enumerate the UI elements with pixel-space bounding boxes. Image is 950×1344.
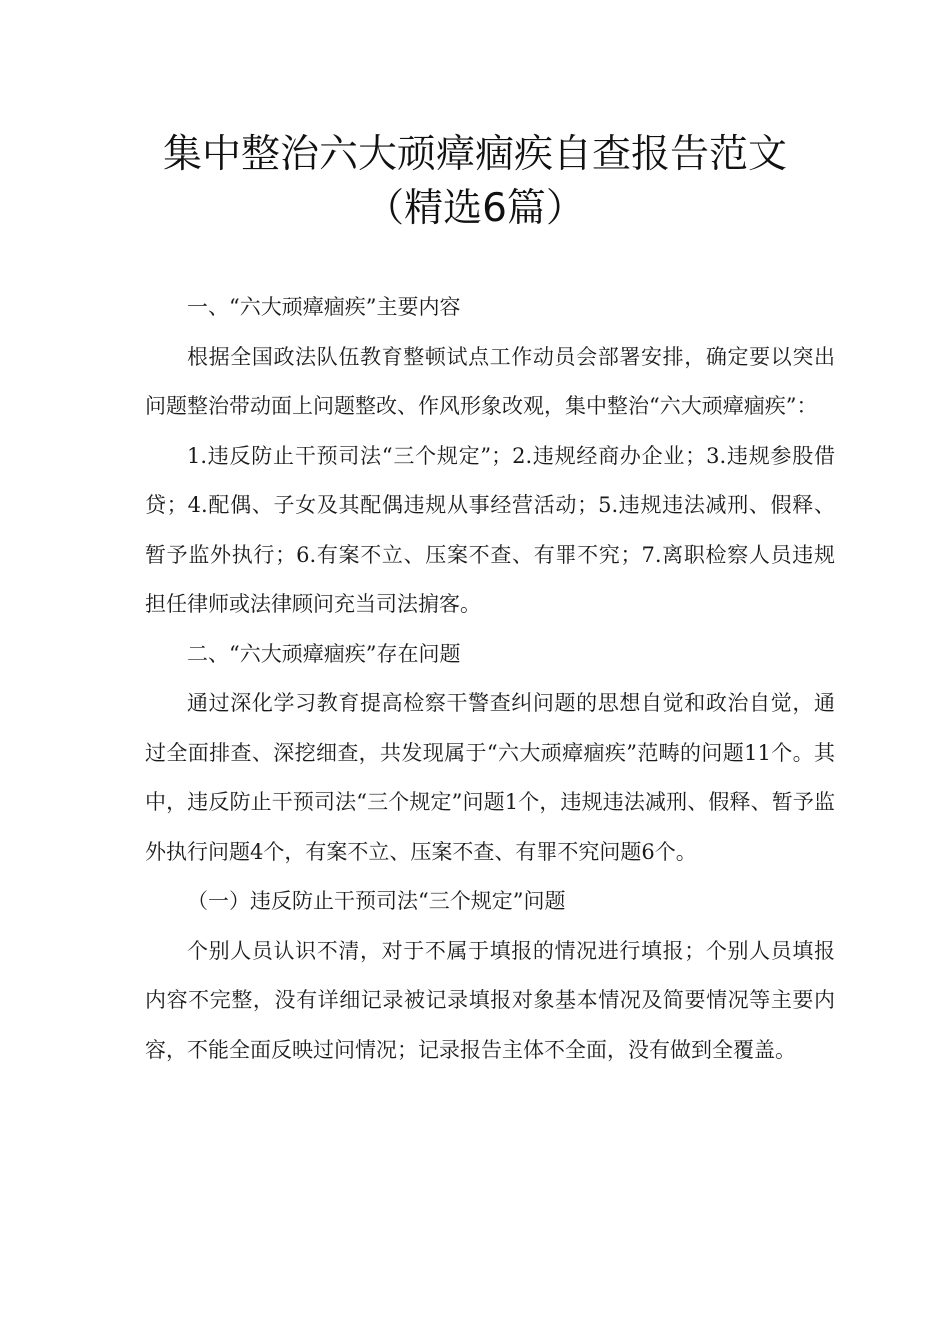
title-line-subtitle: （精选6篇） [365, 186, 585, 231]
document-body [145, 283, 835, 1075]
title-line-main: 集中整治六大顽瘴痼疾自查报告范文 [162, 132, 787, 177]
paragraph-six-issues-list: 1.违反防止干预司法“三个规定”；2.违规经商办企业；3.违规参股借贷；4.配偶、子女及其配偶违规从事经营活动；5.违规违法减刑、假释、暂予监外执行；6.有案不立、压案不查、有罪不究；7.离职检察人员违规担任律师或法律顾问充当司法掮客。 [145, 443, 835, 616]
section-heading-2: 二、“六大顽瘴痼疾”存在问题 [187, 641, 461, 666]
subsection-heading-1: （一）违反防止干预司法“三个规定”问题 [187, 889, 566, 913]
document-title [0, 128, 950, 236]
paragraph-subsection-detail: 个别人员认识不清，对于不属于填报的情况进行填报；个别人员填报内容不完整，没有详细记录被记录填报对象基本情况及简要情况等主要内容，不能全面反映过问情况；记录报告主体不全面，没有做到全覆盖。 [145, 938, 835, 1062]
section-heading-1: 一、“六大顽瘴痼疾”主要内容 [187, 295, 461, 319]
paragraph-deployment: 根据全国政法队伍教育整顿试点工作动员会部署安排，确定要以突出问题整治带动面上问题整改、作风形象改观，集中整治“六大顽瘴痼疾”： [145, 344, 835, 418]
paragraph-problem-summary: 通过深化学习教育提高检察干警查纠问题的思想自觉和政治自觉，通过全面排查、深挖细查，共发现属于“六大顽瘴痼疾”范畴的问题11个。其中，违反防止干预司法“三个规定”问题1个，违规违法减刑、假释、暂予监外执行问题4个，有案不立、压案不查、有罪不究问题6个。 [145, 691, 835, 864]
